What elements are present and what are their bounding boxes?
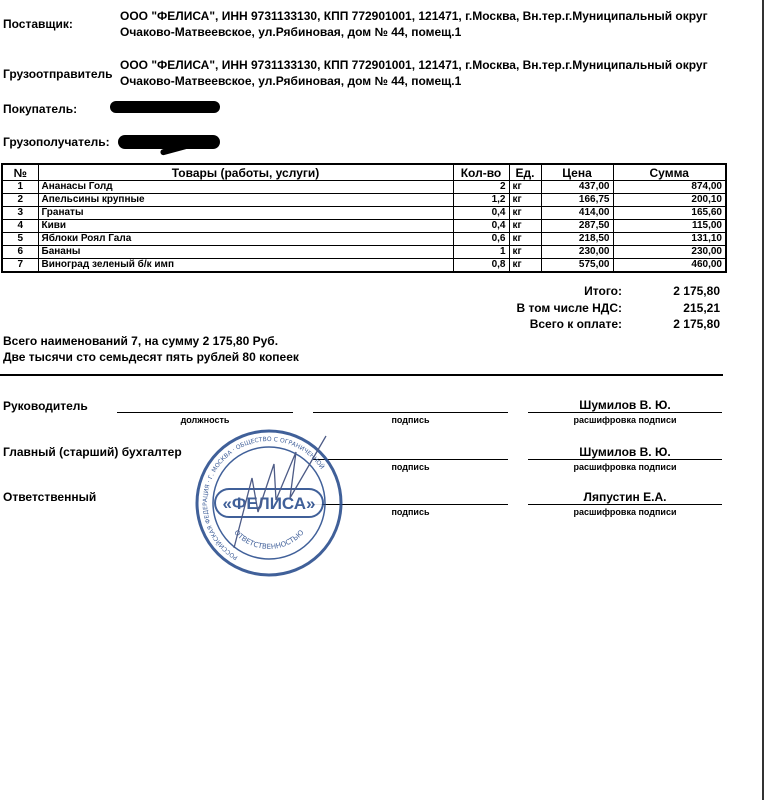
- shipper-label: Грузоотправитель: [3, 67, 113, 81]
- total-value: 2 175,80: [673, 284, 720, 298]
- row-sum: 115,00: [613, 220, 726, 233]
- shipper-line2: Очаково-Матвеевское, ул.Рябиновая, дом № 44, помещ.1: [120, 74, 462, 88]
- table-row: [2, 181, 726, 194]
- row-price: 230,00: [541, 246, 613, 259]
- row-price: 414,00: [541, 207, 613, 220]
- row-unit: кг: [509, 259, 541, 273]
- shipper-line1: ООО "ФЕЛИСА", ИНН 9731133130, КПП 772901001, 121471, г.Москва, Вн.тер.г.Муниципальный округ: [120, 58, 708, 72]
- table-row: [2, 259, 726, 273]
- row-qty: 1,2: [453, 194, 509, 207]
- row-price: 166,75: [541, 194, 613, 207]
- goods-table: [1, 163, 727, 273]
- row-sum: 165,60: [613, 207, 726, 220]
- row-goods: Апельсины крупные: [38, 194, 453, 207]
- row-number: 5: [2, 233, 38, 246]
- row-number: 1: [2, 181, 38, 194]
- row-sum: 460,00: [613, 259, 726, 273]
- redaction: [110, 101, 220, 113]
- total-label: Итого:: [584, 284, 622, 298]
- row-price: 437,00: [541, 181, 613, 194]
- table-row: [2, 220, 726, 233]
- accountant-name: Шумилов В. Ю.: [579, 445, 671, 459]
- row-sum: 200,10: [613, 194, 726, 207]
- row-sum: 131,10: [613, 233, 726, 246]
- row-number: 7: [2, 259, 38, 273]
- table-row: [2, 233, 726, 246]
- caption-sign: подпись: [391, 415, 430, 425]
- head-sign-line: [313, 412, 508, 413]
- consignee-label: Грузополучатель:: [3, 135, 110, 149]
- row-goods: Виноград зеленый б/к имп: [38, 259, 453, 273]
- summary-line1: Всего наименований 7, на сумму 2 175,80 Руб.: [3, 334, 279, 348]
- due-value: 2 175,80: [673, 317, 720, 331]
- summary-line2: Две тысячи сто семьдесят пять рублей 80 копеек: [3, 350, 299, 364]
- responsible-name-line: [528, 504, 722, 505]
- col-qty: Кол-во: [453, 164, 509, 181]
- row-price: 575,00: [541, 259, 613, 273]
- stamp-bottom-text: ОТВЕТСТВЕННОСТЬЮ: [232, 528, 306, 551]
- caption-sign: подпись: [391, 462, 430, 472]
- row-goods: Гранаты: [38, 207, 453, 220]
- row-number: 4: [2, 220, 38, 233]
- caption-name: расшифровка подписи: [573, 462, 677, 472]
- row-number: 3: [2, 207, 38, 220]
- buyer-label: Покупатель:: [3, 102, 78, 116]
- row-goods: Яблоки Роял Гала: [38, 233, 453, 246]
- row-goods: Бананы: [38, 246, 453, 259]
- responsible-name: Ляпустин Е.А.: [583, 490, 667, 504]
- responsible-label: Ответственный: [3, 490, 97, 504]
- row-unit: кг: [509, 220, 541, 233]
- col-goods: Товары (работы, услуги): [38, 164, 453, 181]
- row-qty: 1: [453, 246, 509, 259]
- company-stamp: [194, 428, 344, 578]
- col-sum: Сумма: [613, 164, 726, 181]
- col-price: Цена: [541, 164, 613, 181]
- head-name-line: [528, 412, 722, 413]
- row-goods: Ананасы Голд: [38, 181, 453, 194]
- row-unit: кг: [509, 194, 541, 207]
- row-number: 6: [2, 246, 38, 259]
- head-position-line: [117, 412, 293, 413]
- accountant-name-line: [528, 459, 722, 460]
- col-unit: Ед.: [509, 164, 541, 181]
- head-name: Шумилов В. Ю.: [579, 398, 671, 412]
- table-row: [2, 207, 726, 220]
- table-row: [2, 246, 726, 259]
- row-goods: Киви: [38, 220, 453, 233]
- vat-value: 215,21: [683, 301, 720, 315]
- row-qty: 2: [453, 181, 509, 194]
- row-unit: кг: [509, 246, 541, 259]
- row-price: 218,50: [541, 233, 613, 246]
- head-label: Руководитель: [3, 399, 88, 413]
- row-unit: кг: [509, 181, 541, 194]
- col-number: №: [2, 164, 38, 181]
- row-qty: 0,4: [453, 220, 509, 233]
- supplier-label: Поставщик:: [3, 17, 73, 31]
- row-unit: кг: [509, 207, 541, 220]
- scan-edge: [762, 0, 764, 800]
- vat-label: В том числе НДС:: [516, 301, 622, 315]
- row-qty: 0,4: [453, 207, 509, 220]
- supplier-line2: Очаково-Матвеевское, ул.Рябиновая, дом № 44, помещ.1: [120, 25, 462, 39]
- row-number: 2: [2, 194, 38, 207]
- supplier-line1: ООО "ФЕЛИСА", ИНН 9731133130, КПП 772901001, 121471, г.Москва, Вн.тер.г.Муниципальный округ: [120, 9, 708, 23]
- row-price: 287,50: [541, 220, 613, 233]
- stamp-ring-text: РОССИЙСКАЯ ФЕДЕРАЦИЯ · Г. МОСКВА · ОБЩЕСТВО С ОГРАНИЧЕННОЙ: [201, 435, 326, 562]
- table-row: [2, 194, 726, 207]
- row-sum: 230,00: [613, 246, 726, 259]
- stamp-company-name: «ФЕЛИСА»: [222, 494, 316, 513]
- caption-name: расшифровка подписи: [573, 415, 677, 425]
- accountant-label: Главный (старший) бухгалтер: [3, 445, 182, 459]
- row-sum: 874,00: [613, 181, 726, 194]
- row-unit: кг: [509, 233, 541, 246]
- row-qty: 0,6: [453, 233, 509, 246]
- table-header: [2, 164, 726, 181]
- caption-sign: подпись: [391, 507, 430, 517]
- caption-name: расшифровка подписи: [573, 507, 677, 517]
- divider: [0, 374, 723, 376]
- caption-position: должность: [180, 415, 230, 425]
- row-qty: 0,8: [453, 259, 509, 273]
- due-label: Всего к оплате:: [529, 317, 622, 331]
